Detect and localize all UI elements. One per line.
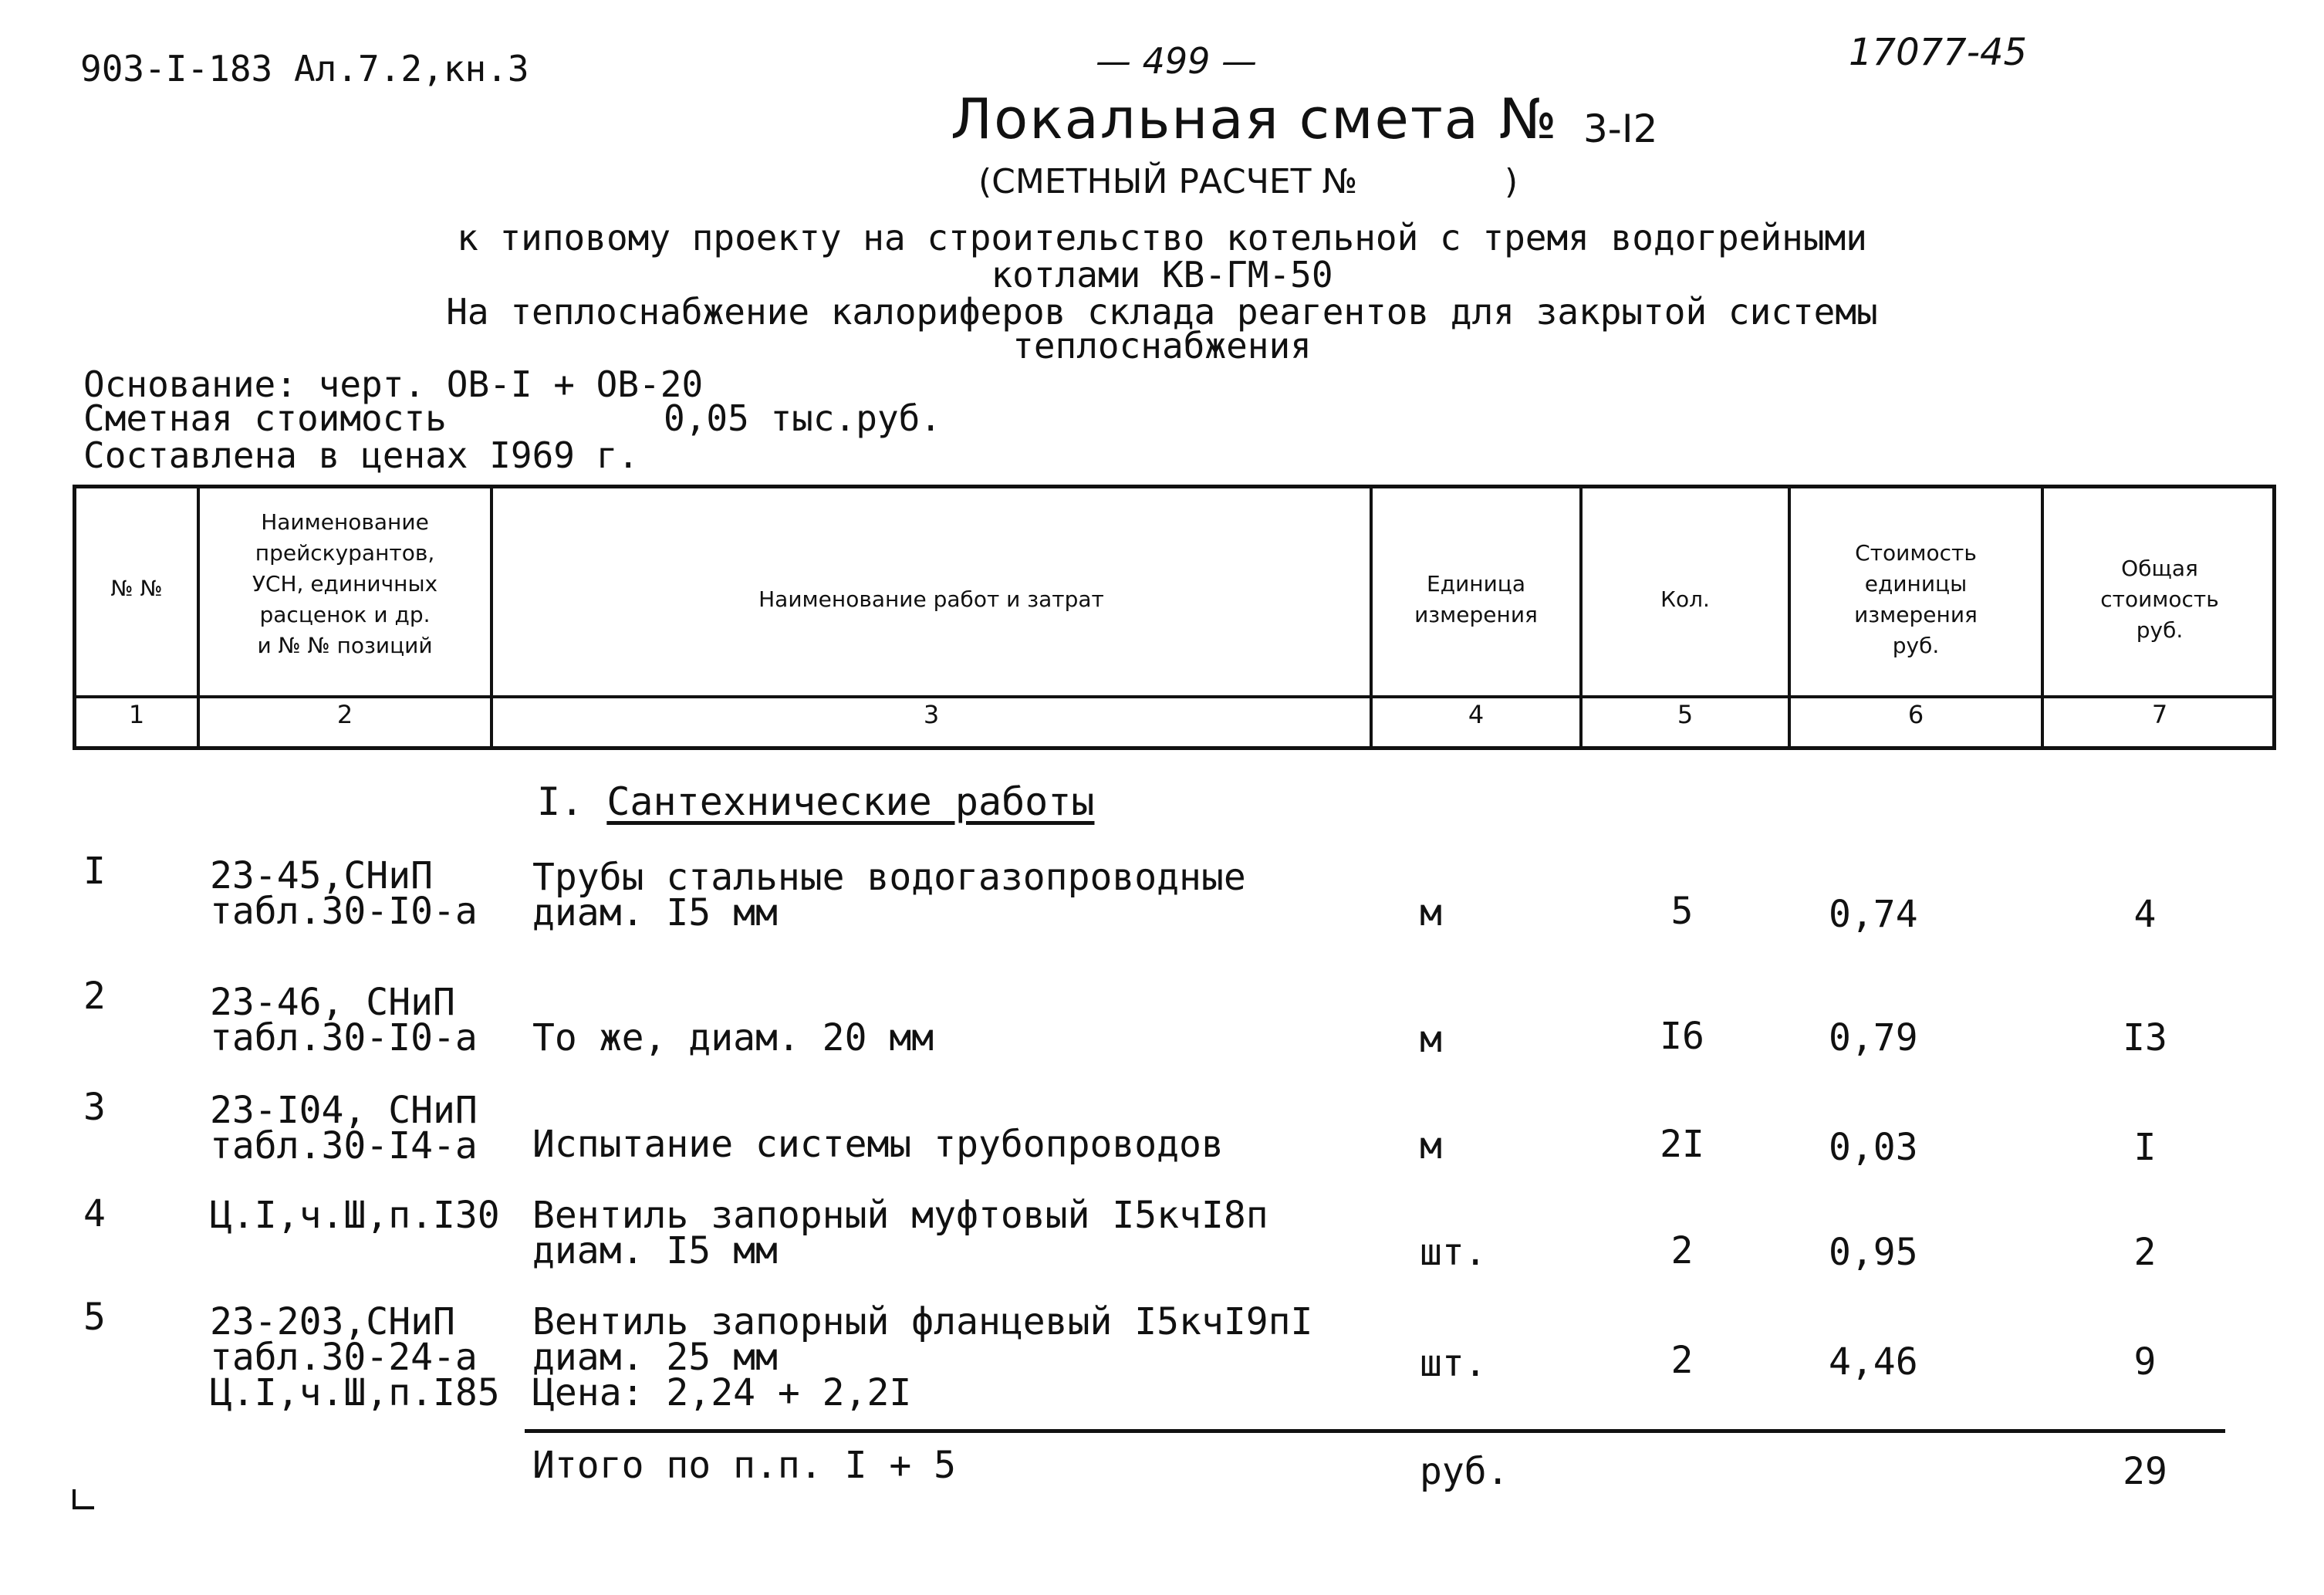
row-total: 9 xyxy=(2133,1340,2157,1384)
column-number: 2 xyxy=(336,700,353,729)
row-unit: шт. xyxy=(1420,1231,1487,1274)
column-number: 7 xyxy=(2151,700,2168,729)
column-header-number: № № xyxy=(110,576,163,601)
section-title xyxy=(537,779,1094,824)
corner-mark xyxy=(73,1489,94,1509)
basis-text: Основание: черт. ОВ-I + ОВ-20 xyxy=(83,363,704,405)
row-total: 4 xyxy=(2133,893,2157,936)
column-header-reference: Наименование прейскурантов, УСН, единичных расценок и др. и № № позиций xyxy=(252,509,438,658)
page-number: — 499 — xyxy=(1096,40,1258,82)
project-description-line: к типовому проекту на строительство котельной с тремя водогрейными xyxy=(457,217,1867,259)
project-description-line: На теплоснабжение калориферов склада реагентов для закрытой системы xyxy=(446,291,1878,333)
row-unit-price: 0,95 xyxy=(1829,1231,1918,1274)
row-number: 3 xyxy=(83,1086,106,1129)
row-unit: м xyxy=(1420,1124,1442,1168)
page-subtitle: (СМЕТНЫЙ РАСЧЕТ № xyxy=(978,162,1358,201)
row-unit: м xyxy=(1420,891,1442,934)
column-number: 6 xyxy=(1907,700,1924,729)
row-number: I xyxy=(83,850,106,893)
row-reference: 23-I04, СНиП табл.30-I4-а xyxy=(210,1089,478,1168)
row-work-name: Трубы стальные водогазопроводные диам. I5 мм xyxy=(532,856,1246,934)
row-quantity: 5 xyxy=(1670,890,1694,933)
price-year-text: Составлена в ценах I969 г. xyxy=(83,434,640,476)
row-unit-price: 0,03 xyxy=(1829,1126,1918,1169)
row-reference: 23-203,СНиП табл.30-24-а Ц.I,ч.Ш,п.I85 xyxy=(210,1300,500,1414)
column-number: 1 xyxy=(128,700,145,729)
column-number: 4 xyxy=(1468,700,1485,729)
row-quantity: 2 xyxy=(1670,1229,1694,1272)
estimate-table-header xyxy=(73,485,2276,750)
total-unit: руб. xyxy=(1420,1450,1509,1493)
column-header-unit: Единица измерения xyxy=(1414,571,1538,627)
project-description-line: теплоснабжения xyxy=(1012,325,1312,367)
row-number: 4 xyxy=(83,1192,106,1235)
row-unit-price: 0,74 xyxy=(1829,893,1918,936)
row-total: I3 xyxy=(2123,1016,2167,1059)
row-total: 2 xyxy=(2133,1231,2157,1274)
column-number: 5 xyxy=(1677,700,1694,729)
row-reference: Ц.I,ч.Ш,п.I30 xyxy=(210,1194,500,1237)
section-name: Сантехнические работы xyxy=(606,779,1095,824)
row-quantity: 2I xyxy=(1660,1123,1704,1166)
cost-label: Сметная стоимость xyxy=(83,397,447,439)
estimate-number: 3-I2 xyxy=(1583,106,1658,151)
column-header-unit-cost: Стоимость единицы измерения руб. xyxy=(1854,540,1978,658)
column-header-quantity: Кол. xyxy=(1660,586,1710,612)
row-reference: 23-45,СНиП табл.30-I0-а xyxy=(210,854,478,933)
column-number: 3 xyxy=(923,700,940,729)
row-unit-price: 0,79 xyxy=(1829,1016,1918,1059)
row-quantity: I6 xyxy=(1660,1015,1704,1058)
row-work-name: Испытание системы трубопроводов xyxy=(532,1123,1224,1166)
row-unit: м xyxy=(1420,1018,1442,1061)
column-header-total-cost: Общая стоимость руб. xyxy=(2100,556,2219,643)
row-reference: 23-46, СНиП табл.30-I0-а xyxy=(210,981,478,1059)
total-label: Итого по п.п. I + 5 xyxy=(532,1444,957,1487)
row-number: 2 xyxy=(83,975,106,1018)
document-code: 903-I-183 Ал.7.2,кн.3 xyxy=(80,48,529,90)
row-number: 5 xyxy=(83,1296,106,1339)
row-work-name: То же, диам. 20 мм xyxy=(532,1016,934,1059)
total-value: 29 xyxy=(2123,1450,2167,1493)
page-title: Локальная смета № xyxy=(951,86,1559,151)
section-number: I. xyxy=(537,779,584,824)
archive-stamp: 17077-45 xyxy=(1849,31,2028,74)
row-quantity: 2 xyxy=(1670,1339,1694,1382)
row-work-name: Вентиль запорный фланцевый I5кчI9пI диам. 25 мм Цена: 2,24 + 2,2I xyxy=(532,1300,1313,1414)
project-description-line: котлами КВ-ГМ-50 xyxy=(991,254,1333,296)
header-row-divider xyxy=(76,695,2272,698)
total-separator-line xyxy=(525,1429,2225,1433)
row-unit-price: 4,46 xyxy=(1829,1340,1918,1384)
row-work-name: Вентиль запорный муфтовый I5кчI8п диам. I5 мм xyxy=(532,1194,1268,1272)
row-total: I xyxy=(2133,1126,2157,1169)
column-header-work-name: Наименование работ и затрат xyxy=(758,586,1104,612)
row-unit: шт. xyxy=(1420,1342,1487,1385)
cost-value: 0,05 тыс.руб. xyxy=(664,397,942,439)
page-subtitle-close: ) xyxy=(1505,162,1518,201)
